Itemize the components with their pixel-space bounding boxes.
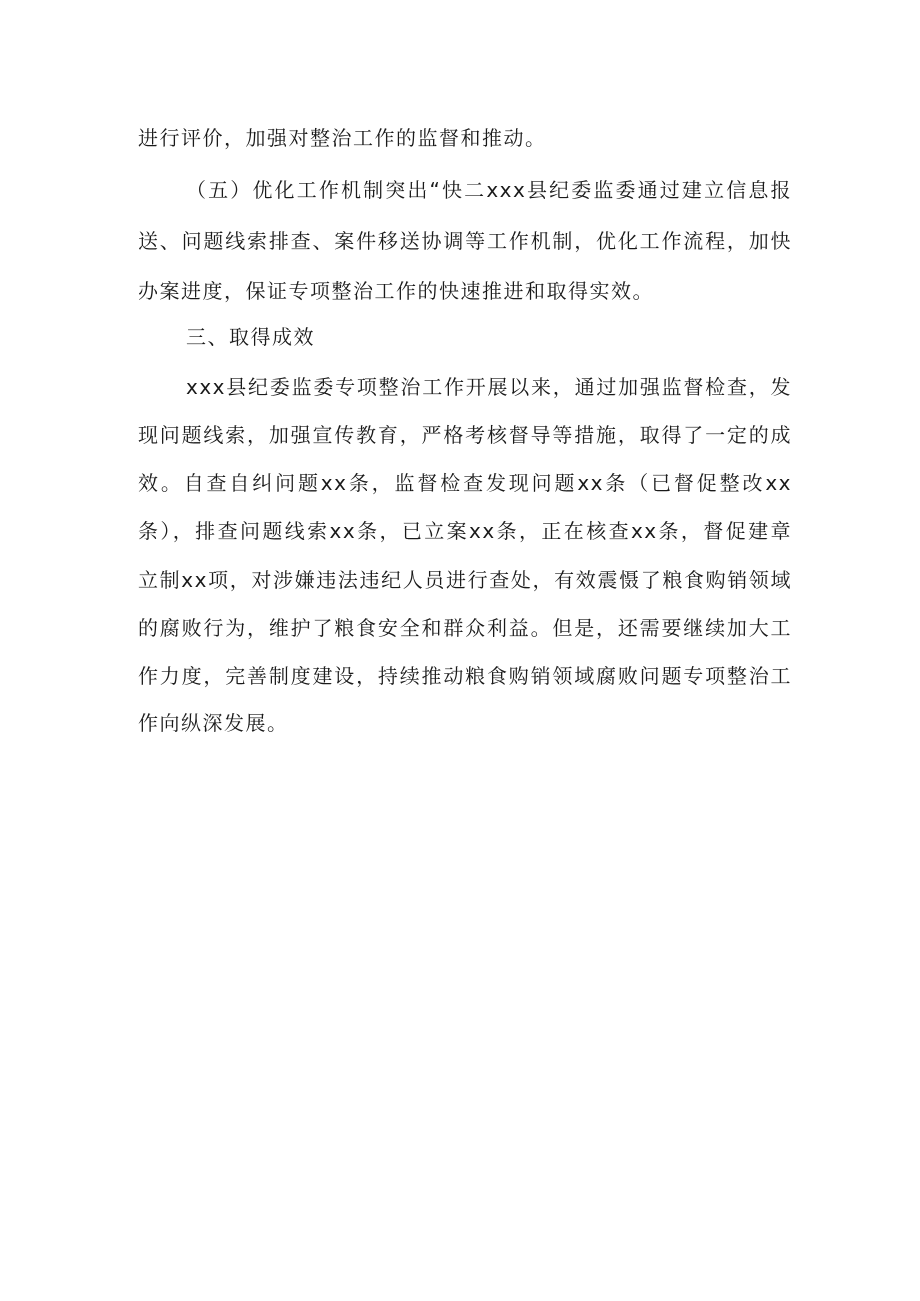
section-three-heading: 三、取得成效	[186, 325, 315, 349]
paragraph-line: 现问题线索，加强宣传教育，严格考核督导等措施，取得了一定的成	[138, 423, 792, 447]
paragraph-line: 作力度，完善制度建设，持续推动粮食购销领域腐败问题专项整治工	[138, 664, 792, 688]
paragraph-line: 条），排查问题线索xx条，已立案xx条，正在核查xx条，督促建章	[138, 519, 792, 543]
paragraph-line: 办案进度，保证专项整治工作的快速推进和取得实效。	[138, 279, 654, 303]
paragraph-line: 立制xx项，对涉嫌违法违纪人员进行查处，有效震慑了粮食购销领域	[138, 568, 792, 592]
paragraph-line: 的腐败行为，维护了粮食安全和群众利益。但是，还需要继续加大工	[138, 616, 792, 640]
paragraph-line: 作向纵深发展。	[138, 711, 289, 735]
paragraph-line: 送、问题线索排查、案件移送协调等工作机制，优化工作流程，加快	[138, 229, 792, 253]
paragraph-line: 进行评价，加强对整治工作的监督和推动。	[138, 126, 547, 150]
section-five-heading-line: （五）优化工作机制突出“快二xxx县纪委监委通过建立信息报	[186, 178, 792, 202]
paragraph-line: 效。自查自纠问题xx条，监督检查发现问题xx条（已督促整改xx	[138, 471, 792, 495]
paragraph-line: xxx县纪委监委专项整治工作开展以来，通过加强监督检查，发	[186, 375, 792, 399]
